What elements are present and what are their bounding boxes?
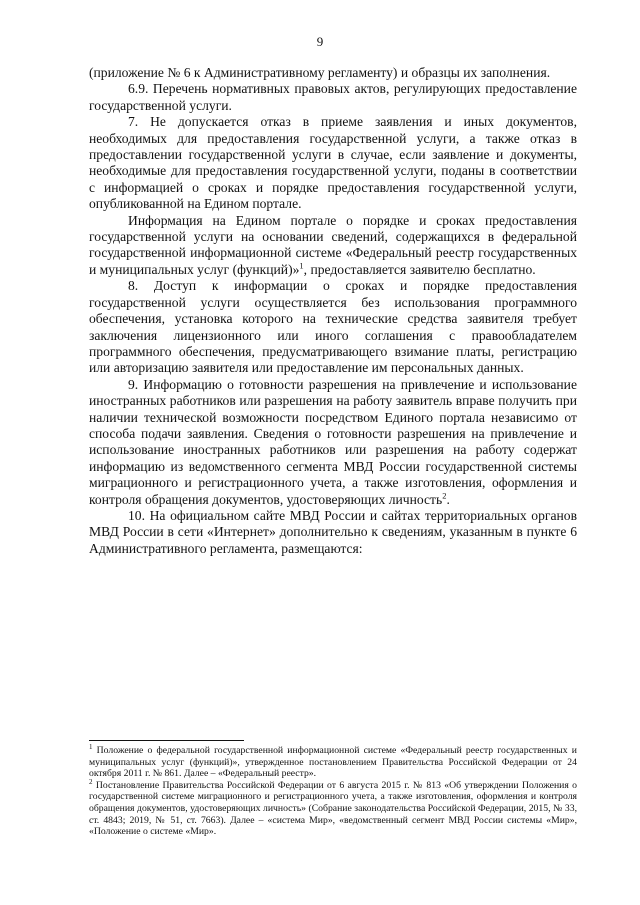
footnote-separator (89, 740, 244, 741)
paragraph-continuation: (приложение № 6 к Административному регламенту) и образцы их заполнения. (89, 65, 551, 80)
footnote-2: $^2$ Постановление Правительства Российской Федерации от 6 августа 2015 г. № 813 «Об утверждении Положения о государственной системе миграционного и регистрационного учета, а также изготовления, оформления и контроля обращения документов, удостоверяющих личность» (Собрание законодательства Российской Федерации, 2015, № 33, ст. 4843; 2019, № 51, ст. 7663). Далее – «система Мир», «ведомственный сегмент МВД России системы «Мир», «Положение о системе «Мир». (89, 777, 577, 838)
page-number: 9 (316, 34, 324, 49)
footnote-ref-2: 2 (442, 490, 447, 501)
paragraph-10: 10. На официальном сайте МВД России и сайтах территориальных органов МВД России в сети «Интернет» дополнительно к сведениям, указанным в пункте 6 Административного регламента, размещаются: (89, 507, 577, 556)
paragraph-8: 8. Доступ к информации о сроках и порядке предоставления государственной услуги осуществляется без использования программного обеспечения, установка которого на технические средства заявителя требует заключения лицензионного или иного соглашения с правообладателем программного обеспечения, предусматривающего взимание платы, регистрацию или авторизацию заявителя или предоставление им персональных данных. (89, 278, 577, 376)
footnotes (89, 742, 577, 838)
footnote-ref-1: 1 (299, 260, 304, 271)
paragraph-7: 7. Не допускается отказ в приеме заявления и иных документов, необходимых для предоставления государственной услуги, а также отказ в предоставлении государственной услуги в случае, если заявление и документы, необходимые для предоставления государственной услуги, поданы в соответствии с информацией о сроках и порядке предоставления государственной услуги, опубликованной на Едином портале. (89, 114, 577, 212)
footnote-1: $^1$ Положение о федеральной государственной информационной системе «Федеральный реестр государственных и муниципальных услуг (функций)», утвержденное постановлением Правительства Российской Федерации от 24 октября 2011 г. № 861. Далее – «Федеральный реестр». (89, 742, 577, 780)
paragraph-7-info: Информация на Едином портале о порядке и сроках предоставления государственной услуги на основании сведений, содержащихся в федеральной государственной информационной системе «Федеральный реестр государственных и муниципальных услуг (функций)»$^1$, предоставляется заявителю бесплатно. (89, 212, 577, 277)
body-text (89, 65, 577, 557)
paragraph-9: 9. Информацию о готовности разрешения на привлечение и использование иностранных работников или разрешения на работу заявитель вправе получить при наличии технической возможности посредством Единого портала независимо от способа подачи заявления. Сведения о готовности разрешения на привлечение и использование иностранных работников или разрешения на работу содержат информацию из ведомственного сегмента МВД России государственной системы миграционного и регистрационного учета, а также изготовления, оформления и контроля обращения документов, удостоверяющих личность$^2$. (89, 376, 577, 507)
paragraph-6-9: 6.9. Перечень нормативных правовых актов, регулирующих предоставление государственной услуги. (89, 81, 577, 113)
